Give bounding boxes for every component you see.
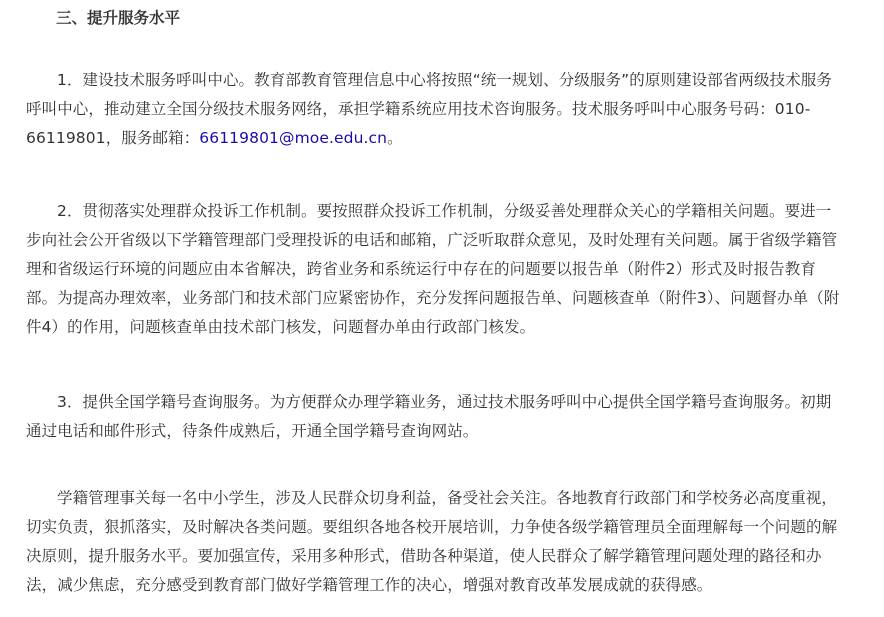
service-email-link[interactable]: 66119801@moe.edu.cn <box>199 129 388 147</box>
paragraph-call-center-end: 。 <box>387 129 403 147</box>
paragraph-call-center <box>26 66 846 153</box>
paragraph-conclusion: 学籍管理事关每一名中小学生，涉及人民群众切身利益，备受社会关注。各地教育行政部门和学校务必高度重视，切实负责，狠抓落实，及时解决各类问题。要组织各地各校开展培训，力争使各级学籍管理员全面理解每一个问题的解决原则，提升服务水平。要加强宣传，采用多种形式，借助各种渠道，使人民群众了解学籍管理问题处理的路径和办法，减少焦虑，充分感受到教育部门做好学籍管理工作的决心，增强对教育改革发展成就的获得感。 <box>26 489 838 594</box>
section-heading: 三、提升服务水平 <box>56 9 181 27</box>
paragraph-complaint-mechanism: 2．贯彻落实处理群众投诉工作机制。要按照群众投诉工作机制，分级妥善处理群众关心的学籍相关问题。要进一步向社会公开省级以下学籍管理部门受理投诉的电话和邮箱，广泛听取群众意见，及时处理有关问题。属于省级学籍管理和省级运行环境的问题应由本省解决，跨省业务和系统运行中存在的问题要以报告单（附件2）形式及时报告教育部。为提高办理效率，业务部门和技术部门应紧密协作，充分发挥问题报告单、问题核查单（附件3）、问题督办单（附件4）的作用，问题核查单由技术部门核发，问题督办单由行政部门核发。 <box>26 202 840 336</box>
paragraph-student-id-query: 3．提供全国学籍号查询服务。为方便群众办理学籍业务，通过技术服务呼叫中心提供全国学籍号查询服务。初期通过电话和邮件形式，待条件成熟后，开通全国学籍号查询网站。 <box>26 393 832 440</box>
paragraph-call-center-text: 1．建设技术服务呼叫中心。教育部教育管理信息中心将按照“统一规划、分级服务”的原则建设部省两级技术服务呼叫中心，推动建立全国分级技术服务网络，承担学籍系统应用技术咨询服务。技术服务呼叫中心服务号码：010-66119801，服务邮箱： <box>26 71 833 147</box>
